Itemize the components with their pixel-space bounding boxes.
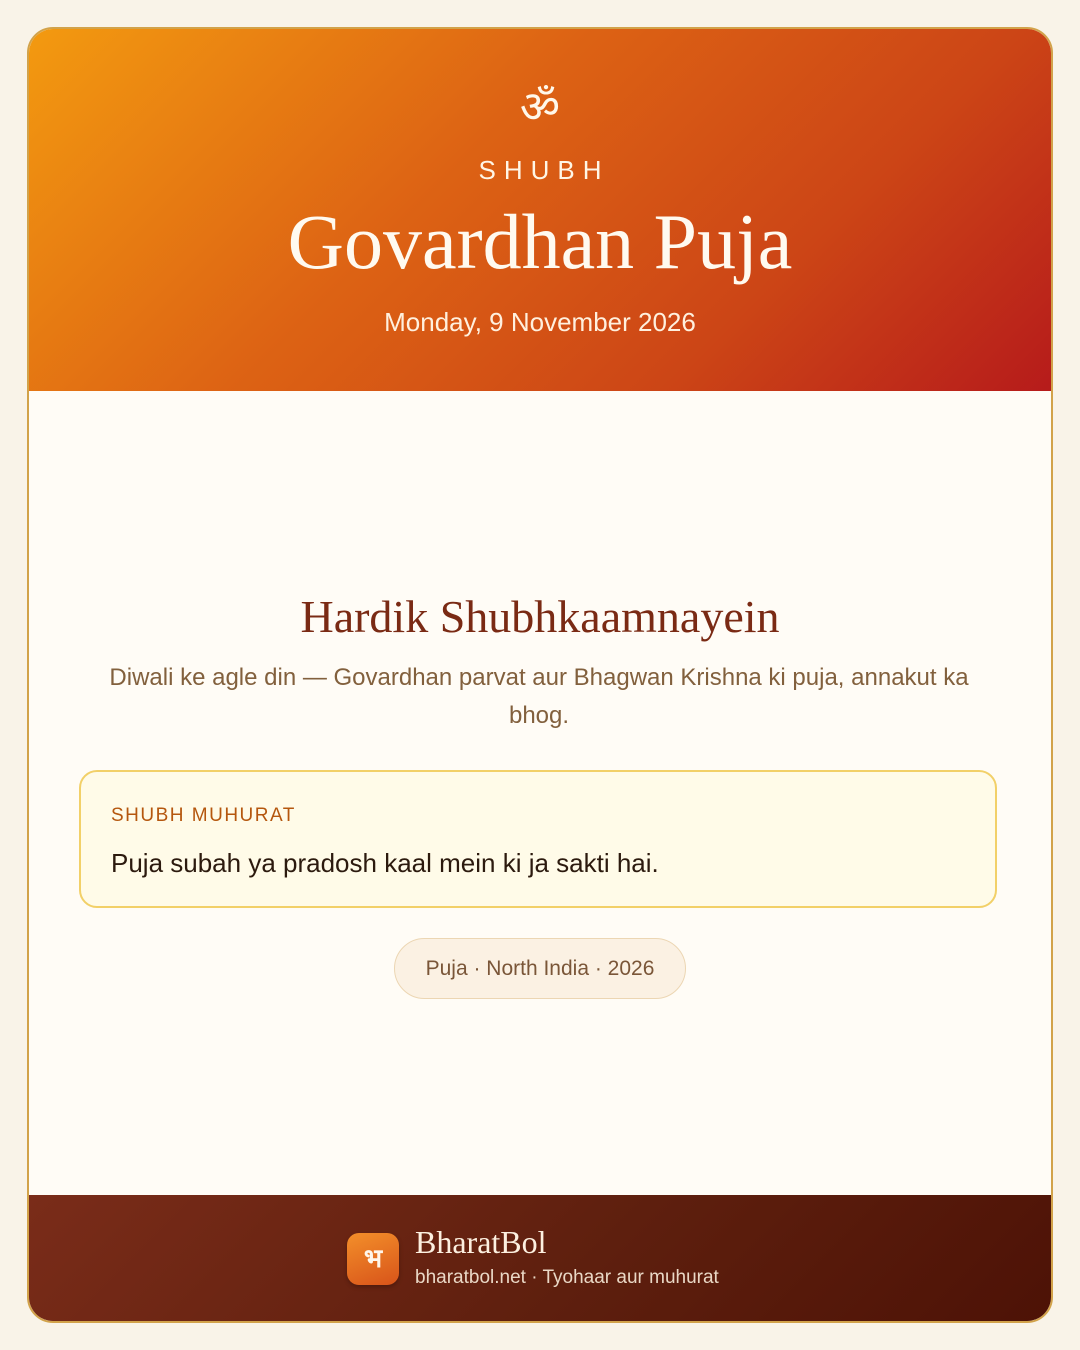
muhurat-text: Puja subah ya pradosh kaal mein ki ja sakti hai.: [111, 848, 659, 878]
festival-title: Govardhan Puja: [287, 198, 793, 285]
card-header: [29, 29, 1051, 391]
header-subtitle: SHUBH: [478, 155, 610, 185]
brand-tagline: bharatbol.net · Tyohaar aur muhurat: [415, 1267, 719, 1288]
card-footer: [29, 1195, 1051, 1321]
category-tag: Puja · North India · 2026: [394, 938, 686, 999]
muhurat-label: SHUBH MUHURAT: [111, 805, 296, 826]
brand-logo-icon: भ: [347, 1233, 399, 1285]
muhurat-box: [79, 770, 997, 908]
greeting-card: [27, 27, 1053, 1323]
card-body: [29, 391, 1051, 1195]
brand-name: BharatBol: [415, 1224, 547, 1260]
festival-date: Monday, 9 November 2026: [384, 307, 696, 337]
greeting-heading: Hardik Shubhkaamnayein: [300, 591, 780, 642]
festival-description: Diwali ke agle din — Govardhan parvat aur Bhagwan Krishna ki puja, annakut ka bhog.: [109, 664, 969, 729]
om-icon: ॐ: [519, 82, 561, 133]
